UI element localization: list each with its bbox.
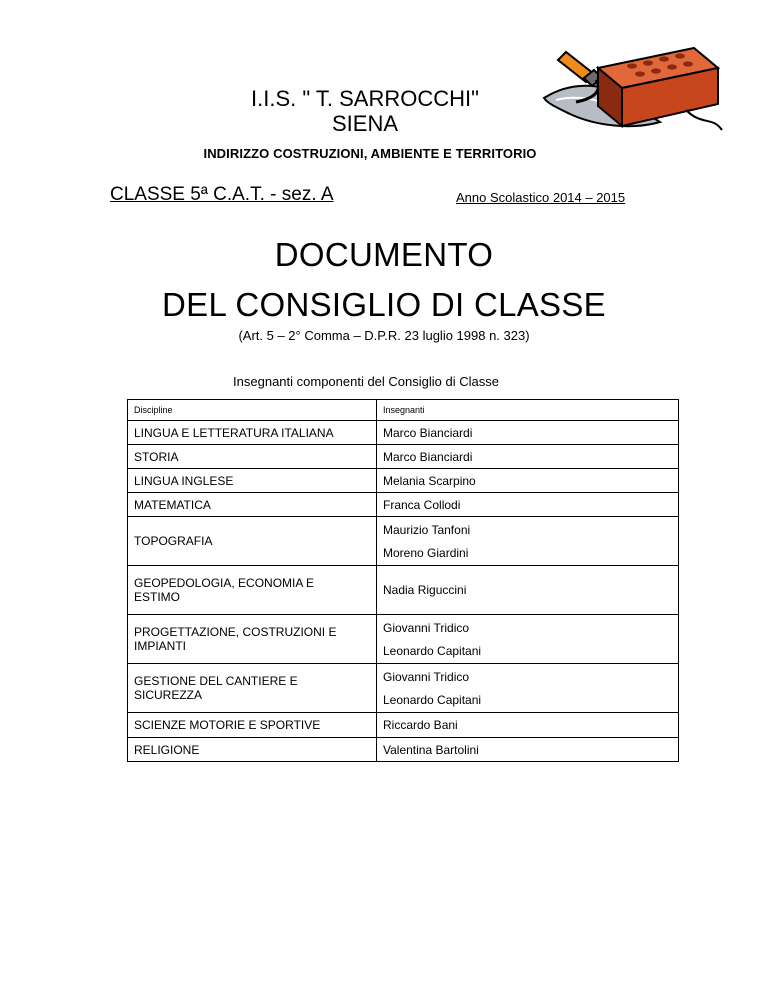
teacher-name: Franca Collodi	[383, 497, 461, 512]
discipline-text: STORIA	[134, 449, 179, 464]
table-row	[128, 493, 679, 517]
discipline-cell	[128, 517, 377, 566]
discipline-text: SCIENZE MOTORIE E SPORTIVE	[134, 718, 321, 732]
discipline-text: PROGETTAZIONE, COSTRUZIONI E	[134, 625, 337, 639]
discipline-text: IMPIANTI	[134, 639, 187, 653]
table-caption: Insegnanti componenti del Consiglio di Classe	[233, 374, 499, 389]
teacher-name: Moreno Giardini	[383, 545, 469, 560]
legal-reference: (Art. 5 – 2° Comma – D.P.R. 23 luglio 1998 n. 323)	[238, 328, 530, 343]
teacher-name: Giovanni Tridico	[383, 620, 470, 635]
teacher-cell	[377, 469, 679, 493]
teachers-table	[127, 399, 679, 762]
discipline-cell	[128, 713, 377, 738]
teacher-name: Valentina Bartolini	[383, 742, 479, 757]
teacher-cell	[377, 517, 679, 566]
discipline-cell	[128, 738, 377, 762]
teacher-name: Marco Bianciardi	[383, 449, 473, 464]
teacher-cell	[377, 421, 679, 445]
class-label: CLASSE 5ª C.A.T. - sez. A	[110, 184, 334, 205]
table-row	[128, 566, 679, 615]
column-header-teachers: Insegnanti	[377, 400, 679, 421]
teacher-cell	[377, 566, 679, 615]
course-address: INDIRIZZO COSTRUZIONI, AMBIENTE E TERRITORIO	[203, 146, 537, 161]
teacher-name: Nadia Riguccini	[383, 583, 467, 597]
teacher-name: Melania Scarpino	[383, 473, 476, 488]
discipline-text: LINGUA E LETTERATURA ITALIANA	[134, 425, 334, 440]
teacher-name: Riccardo Bani	[383, 718, 458, 732]
discipline-text: GEOPEDOLOGIA, ECONOMIA E	[134, 576, 315, 590]
discipline-cell	[128, 566, 377, 615]
column-header-discipline: Discipline	[128, 400, 377, 421]
document-subtitle: DEL CONSIGLIO DI CLASSE	[162, 286, 606, 323]
discipline-cell	[128, 664, 377, 713]
teacher-cell	[377, 445, 679, 469]
discipline-cell	[128, 421, 377, 445]
discipline-cell	[128, 615, 377, 664]
school-year: Anno Scolastico 2014 – 2015	[456, 190, 626, 205]
table-row	[128, 713, 679, 738]
teacher-cell	[377, 713, 679, 738]
discipline-text: GESTIONE DEL CANTIERE E	[134, 674, 298, 688]
table-header-row	[128, 400, 679, 421]
document-title: DOCUMENTO	[274, 236, 494, 273]
discipline-text: MATEMATICA	[134, 497, 211, 512]
teacher-cell	[377, 493, 679, 517]
teacher-name: Leonardo Capitani	[383, 692, 482, 707]
discipline-cell	[128, 445, 377, 469]
teacher-cell	[377, 738, 679, 762]
teacher-cell	[377, 615, 679, 664]
table-row	[128, 445, 679, 469]
teacher-name: Leonardo Capitani	[383, 643, 482, 658]
teacher-name: Giovanni Tridico	[383, 669, 470, 684]
school-name: I.I.S. " T. SARROCCHI"	[251, 86, 479, 111]
discipline-text: LINGUA INGLESE	[134, 473, 234, 488]
brick-trowel-icon	[536, 40, 726, 136]
teacher-name: Maurizio Tanfoni	[383, 522, 471, 537]
discipline-text: RELIGIONE	[134, 742, 200, 757]
table-row	[128, 469, 679, 493]
teacher-cell	[377, 664, 679, 713]
discipline-text: TOPOGRAFIA	[134, 534, 213, 548]
discipline-text: ESTIMO	[134, 590, 181, 604]
discipline-cell	[128, 493, 377, 517]
discipline-cell	[128, 469, 377, 493]
table-row	[128, 421, 679, 445]
table-row	[128, 615, 679, 664]
discipline-text: SICUREZZA	[134, 688, 203, 702]
table-row	[128, 664, 679, 713]
school-city: SIENA	[331, 111, 399, 136]
table-row	[128, 738, 679, 762]
teacher-name: Marco Bianciardi	[383, 425, 473, 440]
table-row	[128, 517, 679, 566]
